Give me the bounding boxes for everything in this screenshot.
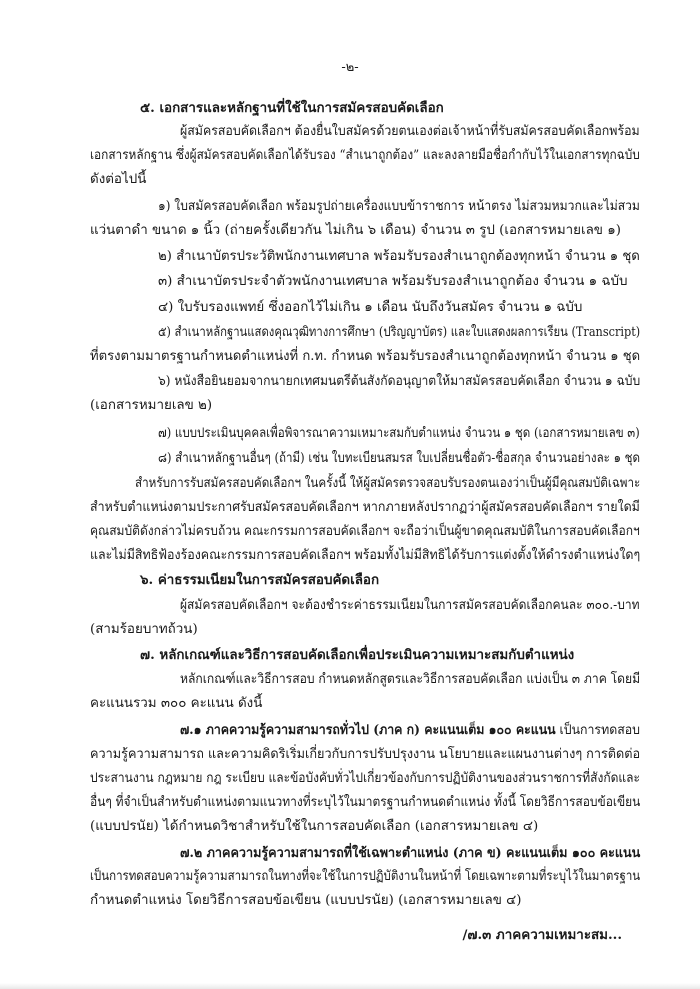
list-item-1-cont: แว่นตาดำ ขนาด ๑ นิ้ว (ถ่ายครั้งเดียวกัน ไม่เกิน ๖ เดือน) จำนวน ๓ รูป (เอกสารหมายเลข ๑): [90, 223, 621, 238]
section-6-para-line: ผู้สมัครสอบคัดเลือกฯ จะต้องชำระค่าธรรมเนียมในการสมัครสอบคัดเลือกคนละ ๓๐๐.-บาท: [180, 598, 640, 613]
list-item-5: ๕) สำเนาหลักฐานแสดงคุณวุฒิทางการศึกษา (ปริญญาบัตร) และใบแสดงผลการเรียน (Transcript): [158, 325, 641, 340]
section-7-para-line: คะแนนรวม ๓๐๐ คะแนน ดังนี้: [90, 696, 263, 711]
note-para-line: คุณสมบัติดังกล่าวไม่ครบถ้วน คณะกรรมการสอบคัดเลือกฯ จะถือว่าเป็นผู้ขาดคุณสมบัติในการสอบคัดเลือกฯ: [90, 524, 640, 539]
subsection-7-1-text: เป็นการทดสอบ: [559, 723, 641, 738]
section-5-para-line: ดังต่อไปนี้: [90, 172, 147, 187]
subsection-7-2-heading: ๗.๒ ภาคความรู้ความสามารถที่ใช้เฉพาะตำแหน่ง (ภาค ข) คะแนนเต็ม ๑๐๐ คะแนน: [180, 845, 641, 861]
list-item-1: ๑) ใบสมัครสอบคัดเลือก พร้อมรูปถ่ายเครื่องแบบข้าราชการ หน้าตรง ไม่สวมหมวกและไม่สวม: [158, 199, 640, 214]
subsection-7-2-para-line: กำหนดตำแหน่ง โดยวิธีการสอบข้อเขียน (แบบปรนัย) (เอกสารหมายเลข ๔): [90, 893, 522, 908]
subsection-7-1-para-line: อื่นๆ ที่จำเป็นสำหรับตำแหน่งตามแนวทางที่ระบุไว้ในมาตรฐานกำหนดตำแหน่ง ทั้งนี้ โดยวิธีการสอบข้อเขียน: [90, 795, 641, 810]
note-para-line: สำหรับตำแหน่งตามประกาศรับสมัครสอบคัดเลือกฯ หากภายหลังปรากฏว่าผู้สมัครสอบคัดเลือกฯ รายใดมี: [90, 500, 640, 515]
list-item-6-cont: (เอกสารหมายเลข ๒): [90, 398, 213, 413]
section-6-heading: ๖. ค่าธรรมเนียมในการสมัครสอบคัดเลือก: [140, 572, 380, 588]
list-item-5-cont: ที่ตรงตามมาตรฐานกำหนดตำแหน่งที่ ก.ท. กำหนด พร้อมรับรองสำเนาถูกต้องทุกหน้า จำนวน ๑ ชุด: [90, 349, 641, 364]
list-item-8: ๘) สำเนาหลักฐานอื่นๆ (ถ้ามี) เช่น ใบทะเบียนสมรส ใบเปลี่ยนชื่อตัว-ชื่อสกุล จำนวนอย่างละ ๑ ชุด: [158, 451, 641, 466]
section-6-para-line: (สามร้อยบาทถ้วน): [90, 622, 198, 637]
note-para-line: สำหรับการรับสมัครสอบคัดเลือกฯ ในครั้งนี้ ให้ผู้สมัครตรวจสอบรับรองตนเองว่าเป็นผู้มีคุณสมบัติเฉพาะ: [135, 476, 641, 491]
list-item-7: ๗) แบบประเมินบุคคลเพื่อพิจารณาความเหมาะสมกับตำแหน่ง จำนวน ๑ ชุด (เอกสารหมายเลข ๓): [158, 426, 640, 441]
section-7-para-line: หลักเกณฑ์และวิธีการสอบ กำหนดหลักสูตรและวิธีการสอบคัดเลือก แบ่งเป็น ๓ ภาค โดยมี: [180, 672, 641, 687]
subsection-7-1-para-line: (แบบปรนัย) ได้กำหนดวิชาสำหรับใช้ในการสอบคัดเลือก (เอกสารหมายเลข ๔): [90, 819, 539, 834]
list-item-2: ๒) สำเนาบัตรประวัติพนักงานเทศบาล พร้อมรับรองสำเนาถูกต้องทุกหน้า จำนวน ๑ ชุด: [158, 249, 640, 264]
page-number: -๒-: [341, 60, 359, 75]
section-5-para-line: เอกสารหลักฐาน ซึ่งผู้สมัครสอบคัดเลือกได้รับรอง “สำเนาถูกต้อง” และลงลายมือชื่อกำกับไว้ในเอกสารทุกฉบับ: [90, 148, 640, 163]
subsection-7-1-heading: ๗.๑ ภาคความรู้ความสามารถทั่วไป (ภาค ก) คะแนนเต็ม ๑๐๐ คะแนน: [180, 722, 556, 738]
section-7-heading: ๗. หลักเกณฑ์และวิธีการสอบคัดเลือกเพื่อประเมินความเหมาะสมกับตำแหน่ง: [140, 647, 575, 663]
subsection-7-2-para-line: เป็นการทดสอบความรู้ความสามารถในทางที่จะใช้ในการปฏิบัติงานในหน้าที่ โดยเฉพาะตามที่ระบุไว้ในมาตรฐาน: [90, 869, 641, 884]
continuation-note: /๗.๓ ภาคความเหมาะสม...: [462, 927, 622, 943]
section-5-heading: ๕. เอกสารและหลักฐานที่ใช้ในการสมัครสอบคัดเลือก: [140, 100, 444, 116]
note-para-line: และไม่มีสิทธิฟ้องร้องคณะกรรมการสอบคัดเลือกฯ พร้อมทั้งไม่มีสิทธิได้รับการแต่งตั้งให้ดำรงตำแหน่งใดๆ: [90, 548, 641, 563]
subsection-7-1-para-line: ความรู้ความสามารถ และความคิดริเริ่มเกี่ยวกับการปรับปรุงงาน นโยบายและแผนงานต่างๆ การติดต่อ: [90, 747, 641, 762]
subsection-7-1-para-line: ประสานงาน กฎหมาย กฎ ระเบียบ และข้อบังคับทั่วไปเกี่ยวข้องกับการปฏิบัติงานของส่วนราชการที่สังกัดและ: [90, 771, 640, 786]
scan-edge-shadow: [0, 983, 700, 989]
section-5-para-line: ผู้สมัครสอบคัดเลือกฯ ต้องยื่นใบสมัครด้วยตนเองต่อเจ้าหน้าที่รับสมัครสอบคัดเลือกพร้อม: [180, 124, 640, 139]
subsection-7-1-line: [180, 720, 640, 741]
list-item-6: ๖) หนังสือยินยอมจากนายกเทศมนตรีต้นสังกัดอนุญาตให้มาสมัครสอบคัดเลือก จำนวน ๑ ฉบับ: [158, 374, 641, 389]
list-item-4: ๔) ใบรับรองแพทย์ ซึ่งออกไว้ไม่เกิน ๑ เดือน นับถึงวันสมัคร จำนวน ๑ ฉบับ: [158, 300, 583, 315]
list-item-3: ๓) สำเนาบัตรประจำตัวพนักงานเทศบาล พร้อมรับรองสำเนาถูกต้อง จำนวน ๑ ฉบับ: [158, 274, 628, 289]
